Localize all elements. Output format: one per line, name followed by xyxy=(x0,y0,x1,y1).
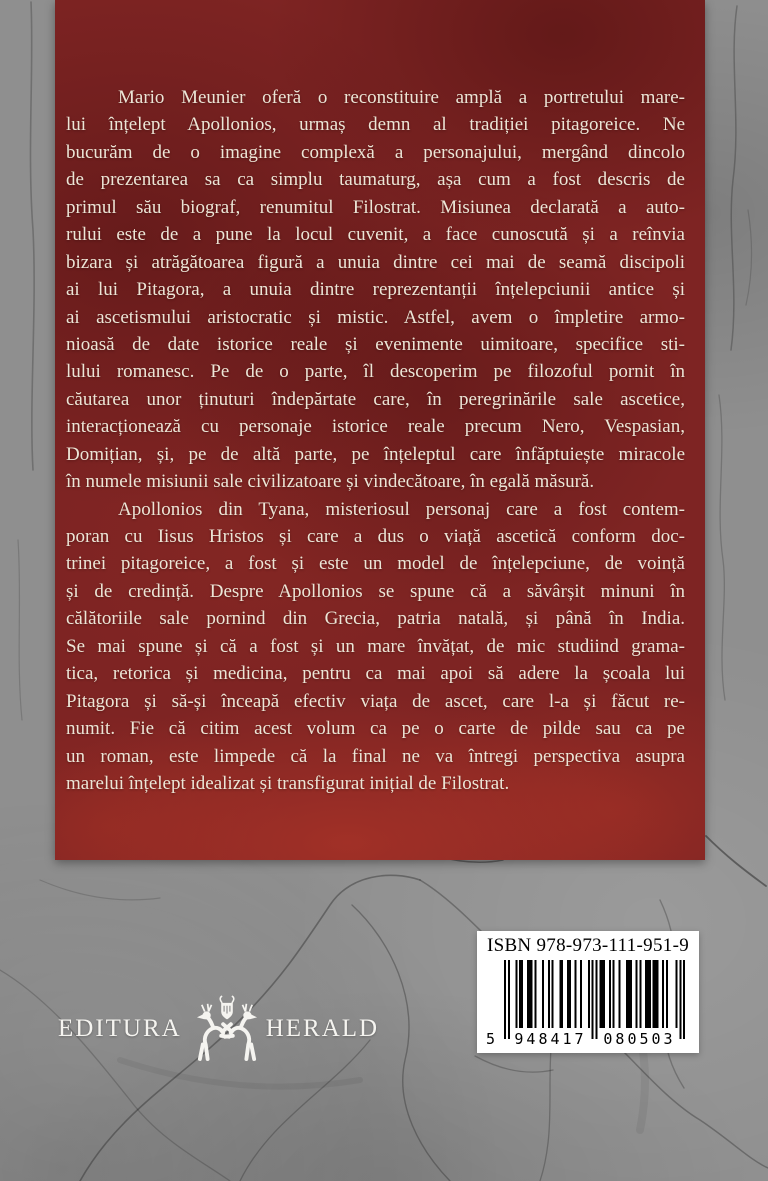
text-line: Apollonios din Tyana, misteriosul personaj care a fost contem- xyxy=(118,498,685,520)
text-line: poran cu Iisus Hristos și care a dus o viață ascetică conform doc- xyxy=(66,526,685,547)
text-line: tica, retorica și medicina, pentru ca mai apoi să adere la școala lui xyxy=(66,663,685,685)
text-line: în numele misiunii sale civilizatoare și vindecătoare, în egală măsură. xyxy=(66,471,595,493)
text-line: Se mai spune și că a fost și un mare învățat, de mic studiind grama- xyxy=(66,635,685,657)
isbn-box xyxy=(477,931,699,1053)
text-line: căutarea unor ținuturi îndepărtate care, în peregrinările sale ascetice, xyxy=(66,388,685,410)
barcode-digit-group-left: 948417 xyxy=(514,1030,587,1048)
text-line: călătoriile sale pornind din Grecia, patria natală, și până în India. xyxy=(66,608,685,630)
barcode-digit-group-right: 080503 xyxy=(603,1030,676,1048)
text-line: interacționează cu personaje istorice reale precum Nero, Vespasian, xyxy=(66,416,685,438)
text-line: rului este de a pune la locul cuvenit, a face cunoscută și a reînvia xyxy=(66,224,685,246)
text-line: bucurăm de o imagine complexă a personajului, mergând dincolo xyxy=(66,141,685,163)
text-line: Pitagora și să-și înceapă efectiv viața de ascet, care l-a și făcut re- xyxy=(66,690,685,712)
text-line: numit. Fie că citim acest volum ca pe o carte de pilde sau ca pe xyxy=(66,718,685,740)
text-line: Domițian, și, pe de altă parte, pe înțeleptul care înfăptuiește miracole xyxy=(66,443,685,465)
synopsis-paragraph-1 xyxy=(66,87,685,499)
synopsis-panel xyxy=(55,0,705,860)
text-line: lului romanesc. Pe de o parte, îl descoperim pe filozoful pornit în xyxy=(66,361,685,383)
text-line: trinei pitagoreice, a fost și este un model de înțelepciune, de voință xyxy=(66,553,685,575)
text-line: și de credință. Despre Apollonios se spune că a săvârșit minuni în xyxy=(66,580,685,602)
publisher-name-editura: EDITURA xyxy=(58,1015,182,1042)
text-line: ai lui Pitagora, a unuia dintre reprezentanții înțelepciunii antice și xyxy=(66,279,685,301)
text-line: lui înțelept Apollonios, urmaș demn al tradiției pitagoreice. Ne xyxy=(66,114,685,136)
barcode-digit-group-first: 5 xyxy=(486,1030,499,1048)
two-stags-crest-icon xyxy=(196,995,258,1063)
text-line: nioasă de date istorice reale și evenimente uimitoare, specifice sti- xyxy=(66,333,685,355)
synopsis-text xyxy=(66,87,685,800)
text-line: ai ascetismului aristocratic și mistic. Astfel, avem o împletire armo- xyxy=(66,306,685,328)
text-line: Mario Meunier oferă o reconstituire amplă a portretului mare- xyxy=(118,87,685,108)
ean13-barcode xyxy=(504,960,685,1039)
text-line: marelui înțelept idealizat și transfigurat inițial de Filostrat. xyxy=(66,772,510,794)
synopsis-paragraph-2 xyxy=(66,499,685,801)
text-line: primul său biograf, renumitul Filostrat. Misiunea declarată a auto- xyxy=(66,196,685,218)
isbn-label: ISBN 978-973-111-951-9 xyxy=(486,935,690,956)
text-line: bizara și atrăgătoarea figură a unuia dintre cei mai de seamă discipoli xyxy=(66,251,685,273)
text-line: un roman, este limpede că la final ne va întregi perspectiva asupra xyxy=(66,745,685,767)
publisher-logo xyxy=(58,994,379,1064)
publisher-name-herald: HERALD xyxy=(265,1015,380,1042)
text-line: de prezentarea sa ca simplu taumaturg, așa cum a fost descris de xyxy=(66,169,685,191)
